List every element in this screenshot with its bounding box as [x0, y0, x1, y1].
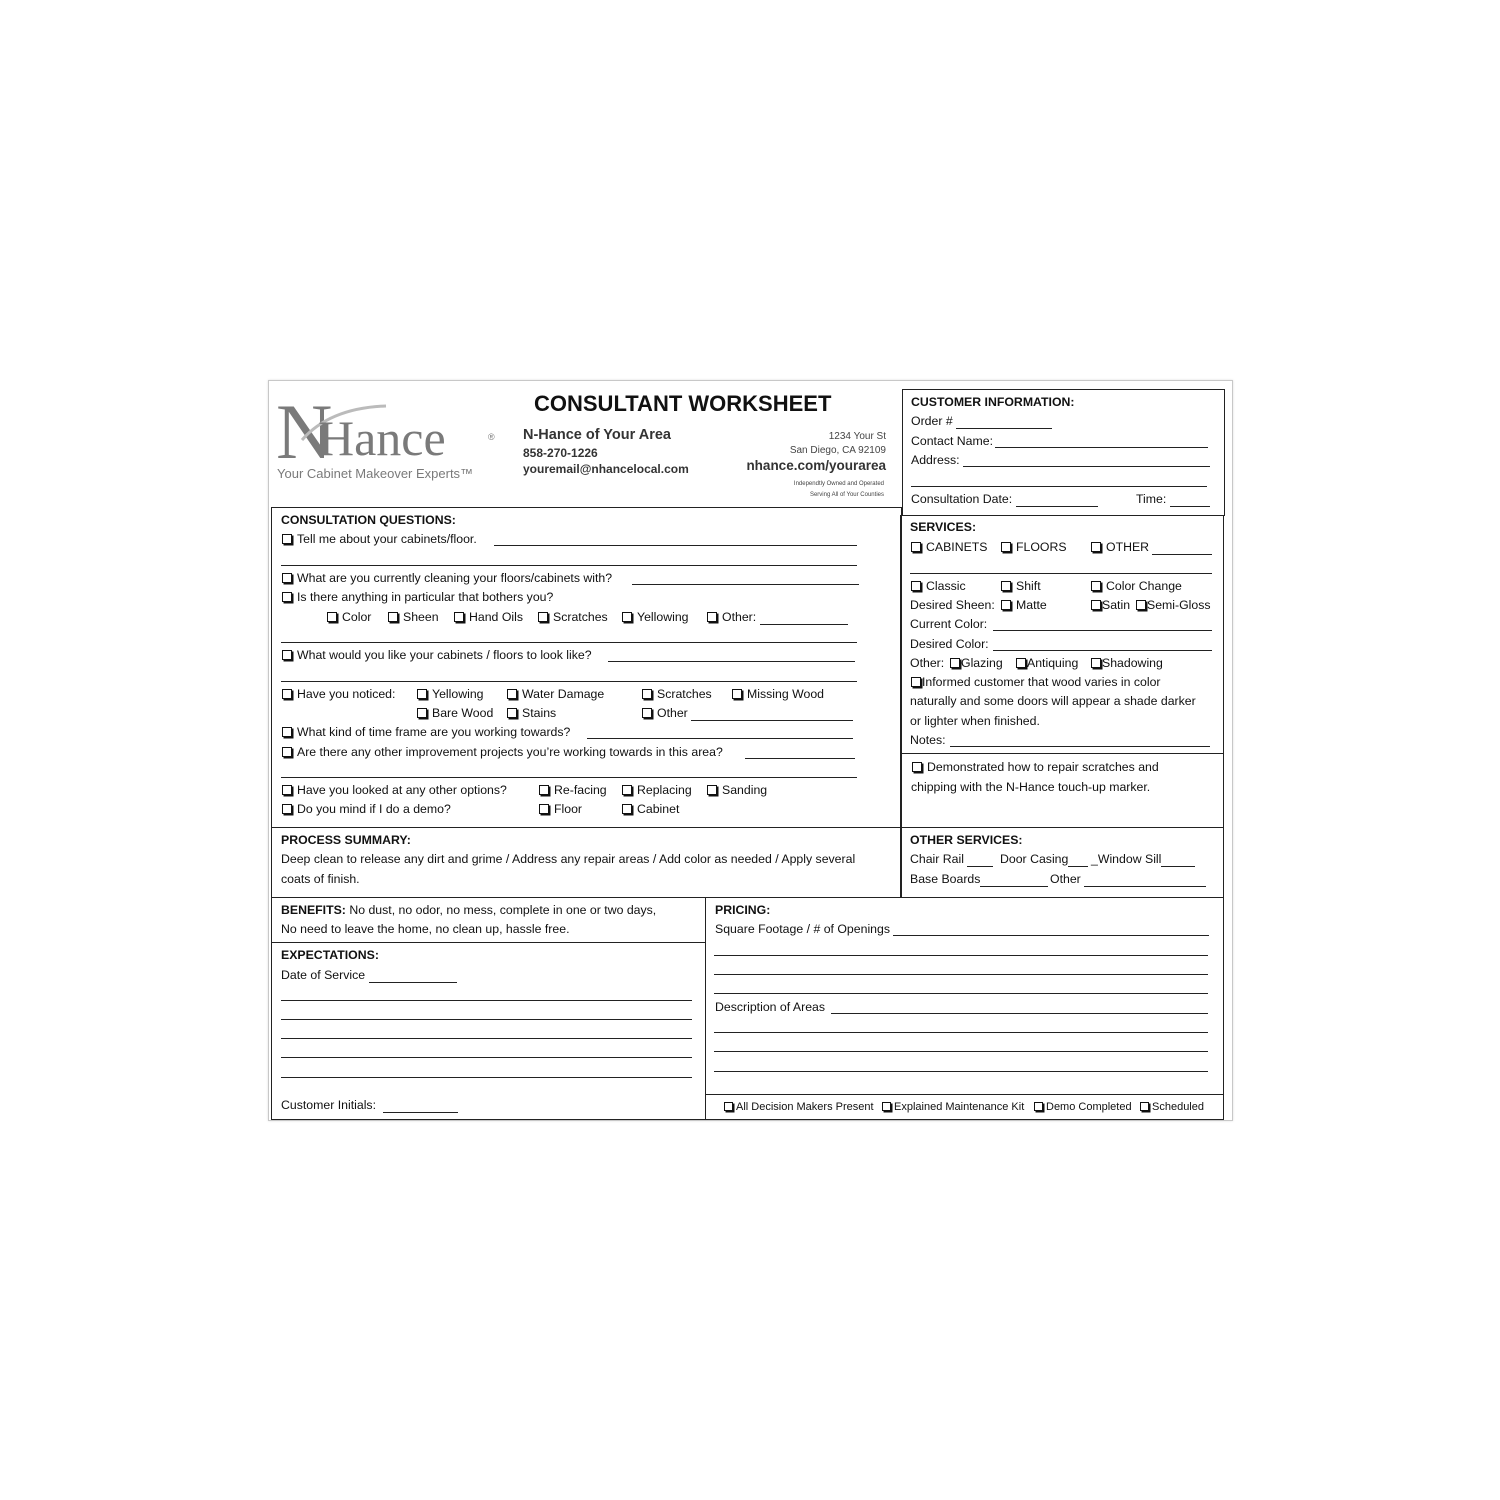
answer-line[interactable] [608, 661, 855, 662]
checkbox-icon [911, 542, 921, 552]
other-services-heading: OTHER SERVICES: [910, 833, 1023, 847]
process-text-line2: coats of finish. [281, 872, 360, 886]
checkbox-demo-cabinet[interactable] [622, 802, 679, 817]
time-label: Time: [1136, 492, 1167, 506]
other-services-other-field[interactable] [1050, 872, 1206, 887]
address-label: Address: [911, 453, 960, 467]
label: Sanding [722, 783, 768, 797]
checkbox-icon [282, 804, 292, 814]
benefits-heading: BENEFITS: [281, 903, 346, 917]
label: Demo Completed [1046, 1101, 1132, 1113]
notes-label: Notes: [910, 733, 946, 747]
answer-line[interactable] [281, 681, 857, 682]
checkbox-icon [282, 650, 292, 660]
label: Other [657, 706, 688, 720]
checkbox-icon [707, 612, 717, 622]
order-label: Order # [911, 414, 953, 428]
checkbox-demonstrated-repair[interactable] [912, 760, 1159, 775]
label: Chair Rail [910, 852, 964, 866]
label: Tell me about your cabinets/floor. [297, 532, 477, 546]
business-phone: 858-270-1226 [523, 446, 598, 460]
checkbox-icon [622, 804, 632, 814]
checkbox-q-noticed[interactable] [282, 687, 395, 702]
checkbox-q-look-like[interactable] [282, 648, 592, 663]
checkbox-other-service[interactable] [1091, 540, 1212, 555]
checkbox-q-cleaning[interactable] [282, 571, 612, 586]
checkbox-icon [622, 785, 632, 795]
checkbox-bare-wood[interactable] [417, 706, 493, 721]
label: Scheduled [1152, 1101, 1204, 1113]
checkbox-icon [622, 612, 632, 622]
checkbox-noticed-yellowing[interactable] [417, 687, 484, 702]
checkbox-icon [724, 1102, 733, 1111]
label: CABINETS [926, 540, 988, 554]
label: Have you looked at any other options? [297, 783, 507, 797]
checkbox-q-cabinets-floor[interactable] [282, 532, 477, 547]
checkbox-maintenance-kit[interactable] [882, 1100, 1024, 1115]
consultation-box [271, 507, 902, 828]
checkbox-color[interactable] [327, 610, 371, 625]
checkbox-noticed-other[interactable] [642, 706, 853, 721]
checkbox-icon [282, 573, 292, 583]
checkbox-icon [1136, 600, 1146, 610]
label: Cabinet [637, 802, 680, 816]
label: Matte [1016, 598, 1047, 612]
checkbox-icon [732, 689, 742, 699]
process-heading: PROCESS SUMMARY: [281, 833, 411, 847]
checkbox-icon [454, 612, 464, 622]
checkbox-classic[interactable] [911, 579, 966, 594]
checkbox-icon [507, 689, 517, 699]
label: Explained Maintenance Kit [894, 1101, 1025, 1113]
pricing-line[interactable] [714, 1032, 1208, 1033]
date-of-service-field[interactable] [281, 968, 457, 983]
other-finish-label: Other: [910, 656, 945, 670]
checkbox-icon [388, 612, 398, 622]
checkbox-icon [1091, 600, 1101, 610]
answer-line[interactable] [281, 565, 857, 566]
informed-text-line3: or lighter when finished. [910, 714, 1040, 728]
business-city: San Diego, CA 92109 [789, 445, 886, 456]
label: Classic [926, 579, 966, 593]
consultation-date-field[interactable] [911, 492, 1098, 507]
notes-field[interactable] [950, 746, 1210, 747]
checkbox-icon [1091, 581, 1101, 591]
checkbox-demo-floor[interactable] [539, 802, 582, 817]
expectations-line[interactable] [281, 1019, 692, 1020]
address-field-line2[interactable] [911, 486, 1207, 487]
square-footage-field[interactable] [893, 935, 1209, 936]
checkbox-yellowing[interactable] [622, 610, 689, 625]
checkbox-satin[interactable] [1091, 598, 1130, 613]
page-title: CONSULTANT WORKSHEET [534, 391, 832, 416]
expectations-line[interactable] [281, 1077, 692, 1078]
consultation-heading: CONSULTATION QUESTIONS: [281, 513, 456, 527]
checkbox-floors[interactable] [1001, 540, 1067, 555]
label: Other: [722, 610, 757, 624]
label: Glazing [961, 656, 1003, 670]
door-casing-field[interactable] [1000, 852, 1088, 867]
checkbox-icon [507, 708, 517, 718]
checkbox-shift[interactable] [1001, 579, 1041, 594]
base-boards-field[interactable] [910, 872, 1048, 887]
checkbox-icon [1016, 658, 1026, 668]
logo-registered: ® [488, 432, 495, 442]
checkbox-shadowing[interactable] [1091, 656, 1163, 671]
checkbox-hand-oils[interactable] [454, 610, 523, 625]
service-area-note: Serving All of Your Counties [809, 492, 884, 498]
label: Floor [554, 802, 583, 816]
checkbox-icon [1034, 1102, 1043, 1111]
checkbox-antiquing[interactable] [1016, 656, 1078, 671]
checkbox-missing-wood[interactable] [732, 687, 824, 702]
logo-text: Hance [318, 410, 446, 466]
checkbox-icon [538, 612, 548, 622]
checkbox-icon [1001, 600, 1011, 610]
checkbox-all-decision-makers[interactable] [724, 1100, 874, 1115]
label: Is there anything in particular that bothers you? [297, 590, 554, 604]
label: Scratches [553, 610, 608, 624]
checkbox-icon [642, 708, 652, 718]
checkbox-icon [282, 689, 292, 699]
checkbox-icon [282, 534, 292, 544]
answer-line[interactable] [587, 738, 853, 739]
informed-text-line2: naturally and some doors will appear a shade darker [910, 694, 1196, 708]
label: What are you currently cleaning your floors/cabinets with? [297, 571, 613, 585]
desired-color-field[interactable] [993, 650, 1212, 651]
business-name: N-Hance of Your Area [523, 427, 671, 443]
customer-info-heading: CUSTOMER INFORMATION: [911, 395, 1075, 409]
label: Stains [522, 706, 557, 720]
label: Customer Initials: [281, 1098, 376, 1112]
label: Antiquing [1027, 656, 1079, 670]
expectations-line[interactable] [281, 1038, 692, 1039]
pricing-line[interactable] [714, 1051, 1208, 1052]
logo-letter: N [276, 388, 333, 475]
chair-rail-field[interactable] [910, 852, 993, 867]
checkbox-icon [912, 762, 922, 772]
process-text-line1: Deep clean to release any dirt and grime / Address any repair areas / Add color as needed / Apply several [281, 852, 856, 866]
checkbox-icon [282, 747, 292, 757]
label: Hand Oils [469, 610, 523, 624]
checkbox-icon [417, 708, 427, 718]
checkbox-matte[interactable] [1001, 598, 1047, 613]
order-number-field[interactable] [911, 414, 1052, 429]
checkbox-color-change[interactable] [1091, 579, 1182, 594]
pricing-line[interactable] [714, 974, 1208, 975]
label: Other [1050, 872, 1081, 886]
label: Re-facing [554, 783, 607, 797]
checkbox-sanding[interactable] [707, 783, 767, 798]
business-email: youremail@nhancelocal.com [523, 462, 689, 476]
label: Sheen [403, 610, 439, 624]
label: Have you noticed: [297, 687, 396, 701]
checkbox-icon [282, 785, 292, 795]
label: Shift [1016, 579, 1041, 593]
expectations-line[interactable] [281, 1057, 692, 1058]
checkbox-noticed-scratches[interactable] [642, 687, 712, 702]
checkbox-other-bother[interactable] [707, 610, 848, 625]
checkbox-icon [417, 689, 427, 699]
label: Yellowing [637, 610, 689, 624]
checkbox-scratches[interactable] [538, 610, 608, 625]
benefits-line1 [281, 903, 656, 918]
time-field[interactable] [1136, 492, 1210, 507]
checkbox-sheen[interactable] [388, 610, 439, 625]
desired-color-label: Desired Color: [910, 637, 989, 651]
checkbox-icon [707, 785, 717, 795]
square-footage-label: Square Footage / # of Openings [715, 922, 891, 936]
answer-line[interactable] [281, 777, 857, 778]
checkbox-refacing[interactable] [539, 783, 607, 798]
answer-line[interactable] [632, 584, 859, 585]
label: Scratches [657, 687, 712, 701]
checkbox-icon [882, 1102, 891, 1111]
pricing-line[interactable] [714, 993, 1208, 994]
desired-sheen-label: Desired Sheen: [910, 598, 995, 612]
checkbox-glazing[interactable] [950, 656, 1003, 671]
checkbox-icon [282, 727, 292, 737]
customer-initials-field[interactable] [281, 1098, 458, 1113]
benefits-line2: No need to leave the home, no clean up, hassle free. [281, 922, 570, 936]
checkbox-q-bothers[interactable] [282, 590, 553, 605]
expectations-heading: EXPECTATIONS: [281, 948, 379, 962]
pricing-line[interactable] [714, 1071, 1208, 1072]
label: Replacing [637, 783, 692, 797]
checkbox-icon [1091, 658, 1101, 668]
checkbox-stains[interactable] [507, 706, 556, 721]
consultation-date-label: Consultation Date: [911, 492, 1013, 506]
benefits-text: No dust, no odor, no mess, complete in one or two days, [345, 903, 657, 917]
label: Bare Wood [432, 706, 494, 720]
label: Are there any other improvement projects you’re working towards in this area? [297, 745, 723, 759]
label: Water Damage [522, 687, 605, 701]
label: FLOORS [1016, 540, 1067, 554]
label: Informed customer that wood varies in color [922, 675, 1161, 689]
checkbox-water-damage[interactable] [507, 687, 604, 702]
checkbox-icon [282, 592, 292, 602]
checkbox-q-other-options[interactable] [282, 783, 507, 798]
label: OTHER [1106, 540, 1150, 554]
answer-line[interactable] [745, 758, 855, 759]
checkbox-semi-gloss[interactable] [1136, 598, 1211, 613]
checkbox-icon [539, 804, 549, 814]
checkbox-icon [1001, 542, 1011, 552]
ownership-note: Independtly Owned and Operated [793, 481, 884, 487]
services-heading: SERVICES: [910, 520, 977, 534]
label: Semi-Gloss [1147, 598, 1211, 612]
checkbox-informed-customer[interactable] [911, 675, 1161, 690]
window-sill-field[interactable] [1091, 852, 1195, 867]
checkbox-q-demo[interactable] [282, 802, 451, 817]
checkbox-q-other-projects[interactable] [282, 745, 723, 760]
demo-text-line2: chipping with the N-Hance touch-up marker. [911, 780, 1151, 794]
label: What kind of time frame are you working towards? [297, 725, 571, 739]
pricing-heading: PRICING: [715, 903, 771, 917]
label: Date of Service [281, 968, 366, 982]
label: Satin [1102, 598, 1131, 612]
label: Missing Wood [747, 687, 824, 701]
description-of-areas-label: Description of Areas [715, 1000, 826, 1014]
label: Door Casing [1000, 852, 1069, 866]
checkbox-icon [911, 581, 921, 591]
checkbox-icon [1140, 1102, 1149, 1111]
contact-name-field[interactable] [995, 447, 1208, 448]
checkbox-icon [1001, 581, 1011, 591]
current-color-field[interactable] [993, 630, 1212, 631]
checkbox-icon [1091, 542, 1101, 552]
label: Demonstrated how to repair scratches and [927, 760, 1159, 774]
checkbox-icon [327, 612, 337, 622]
services-other-line[interactable] [910, 573, 1212, 574]
checkbox-cabinets[interactable] [911, 540, 988, 555]
business-street: 1234 Your St [828, 431, 886, 442]
answer-line[interactable] [281, 642, 857, 643]
label: Color Change [1106, 579, 1182, 593]
label: Color [342, 610, 372, 624]
checkbox-icon [539, 785, 549, 795]
pricing-line[interactable] [714, 955, 1208, 956]
label: Yellowing [432, 687, 484, 701]
expectations-line[interactable] [281, 1000, 692, 1001]
checkbox-demo-completed[interactable] [1034, 1100, 1132, 1115]
checkbox-scheduled[interactable] [1140, 1100, 1204, 1115]
label: Do you mind if I do a demo? [297, 802, 451, 816]
checkbox-icon [950, 658, 960, 668]
logo-tagline: Your Cabinet Makeover Experts™ [277, 466, 474, 481]
label: Shadowing [1102, 656, 1163, 670]
answer-line[interactable] [494, 545, 857, 546]
checkbox-icon [642, 689, 652, 699]
contact-name-label: Contact Name: [911, 434, 994, 448]
label: _Window Sill [1091, 852, 1162, 866]
description-of-areas-field[interactable] [831, 1013, 1208, 1014]
business-website: nhance.com/yourarea [746, 458, 886, 473]
checkbox-icon [911, 677, 921, 687]
label: All Decision Makers Present [736, 1101, 874, 1113]
current-color-label: Current Color: [910, 617, 988, 631]
label: Base Boards [910, 872, 981, 886]
label: What would you like your cabinets / floors to look like? [297, 648, 592, 662]
address-field[interactable] [963, 466, 1210, 467]
checkbox-replacing[interactable] [622, 783, 692, 798]
checkbox-q-time-frame[interactable] [282, 725, 570, 740]
